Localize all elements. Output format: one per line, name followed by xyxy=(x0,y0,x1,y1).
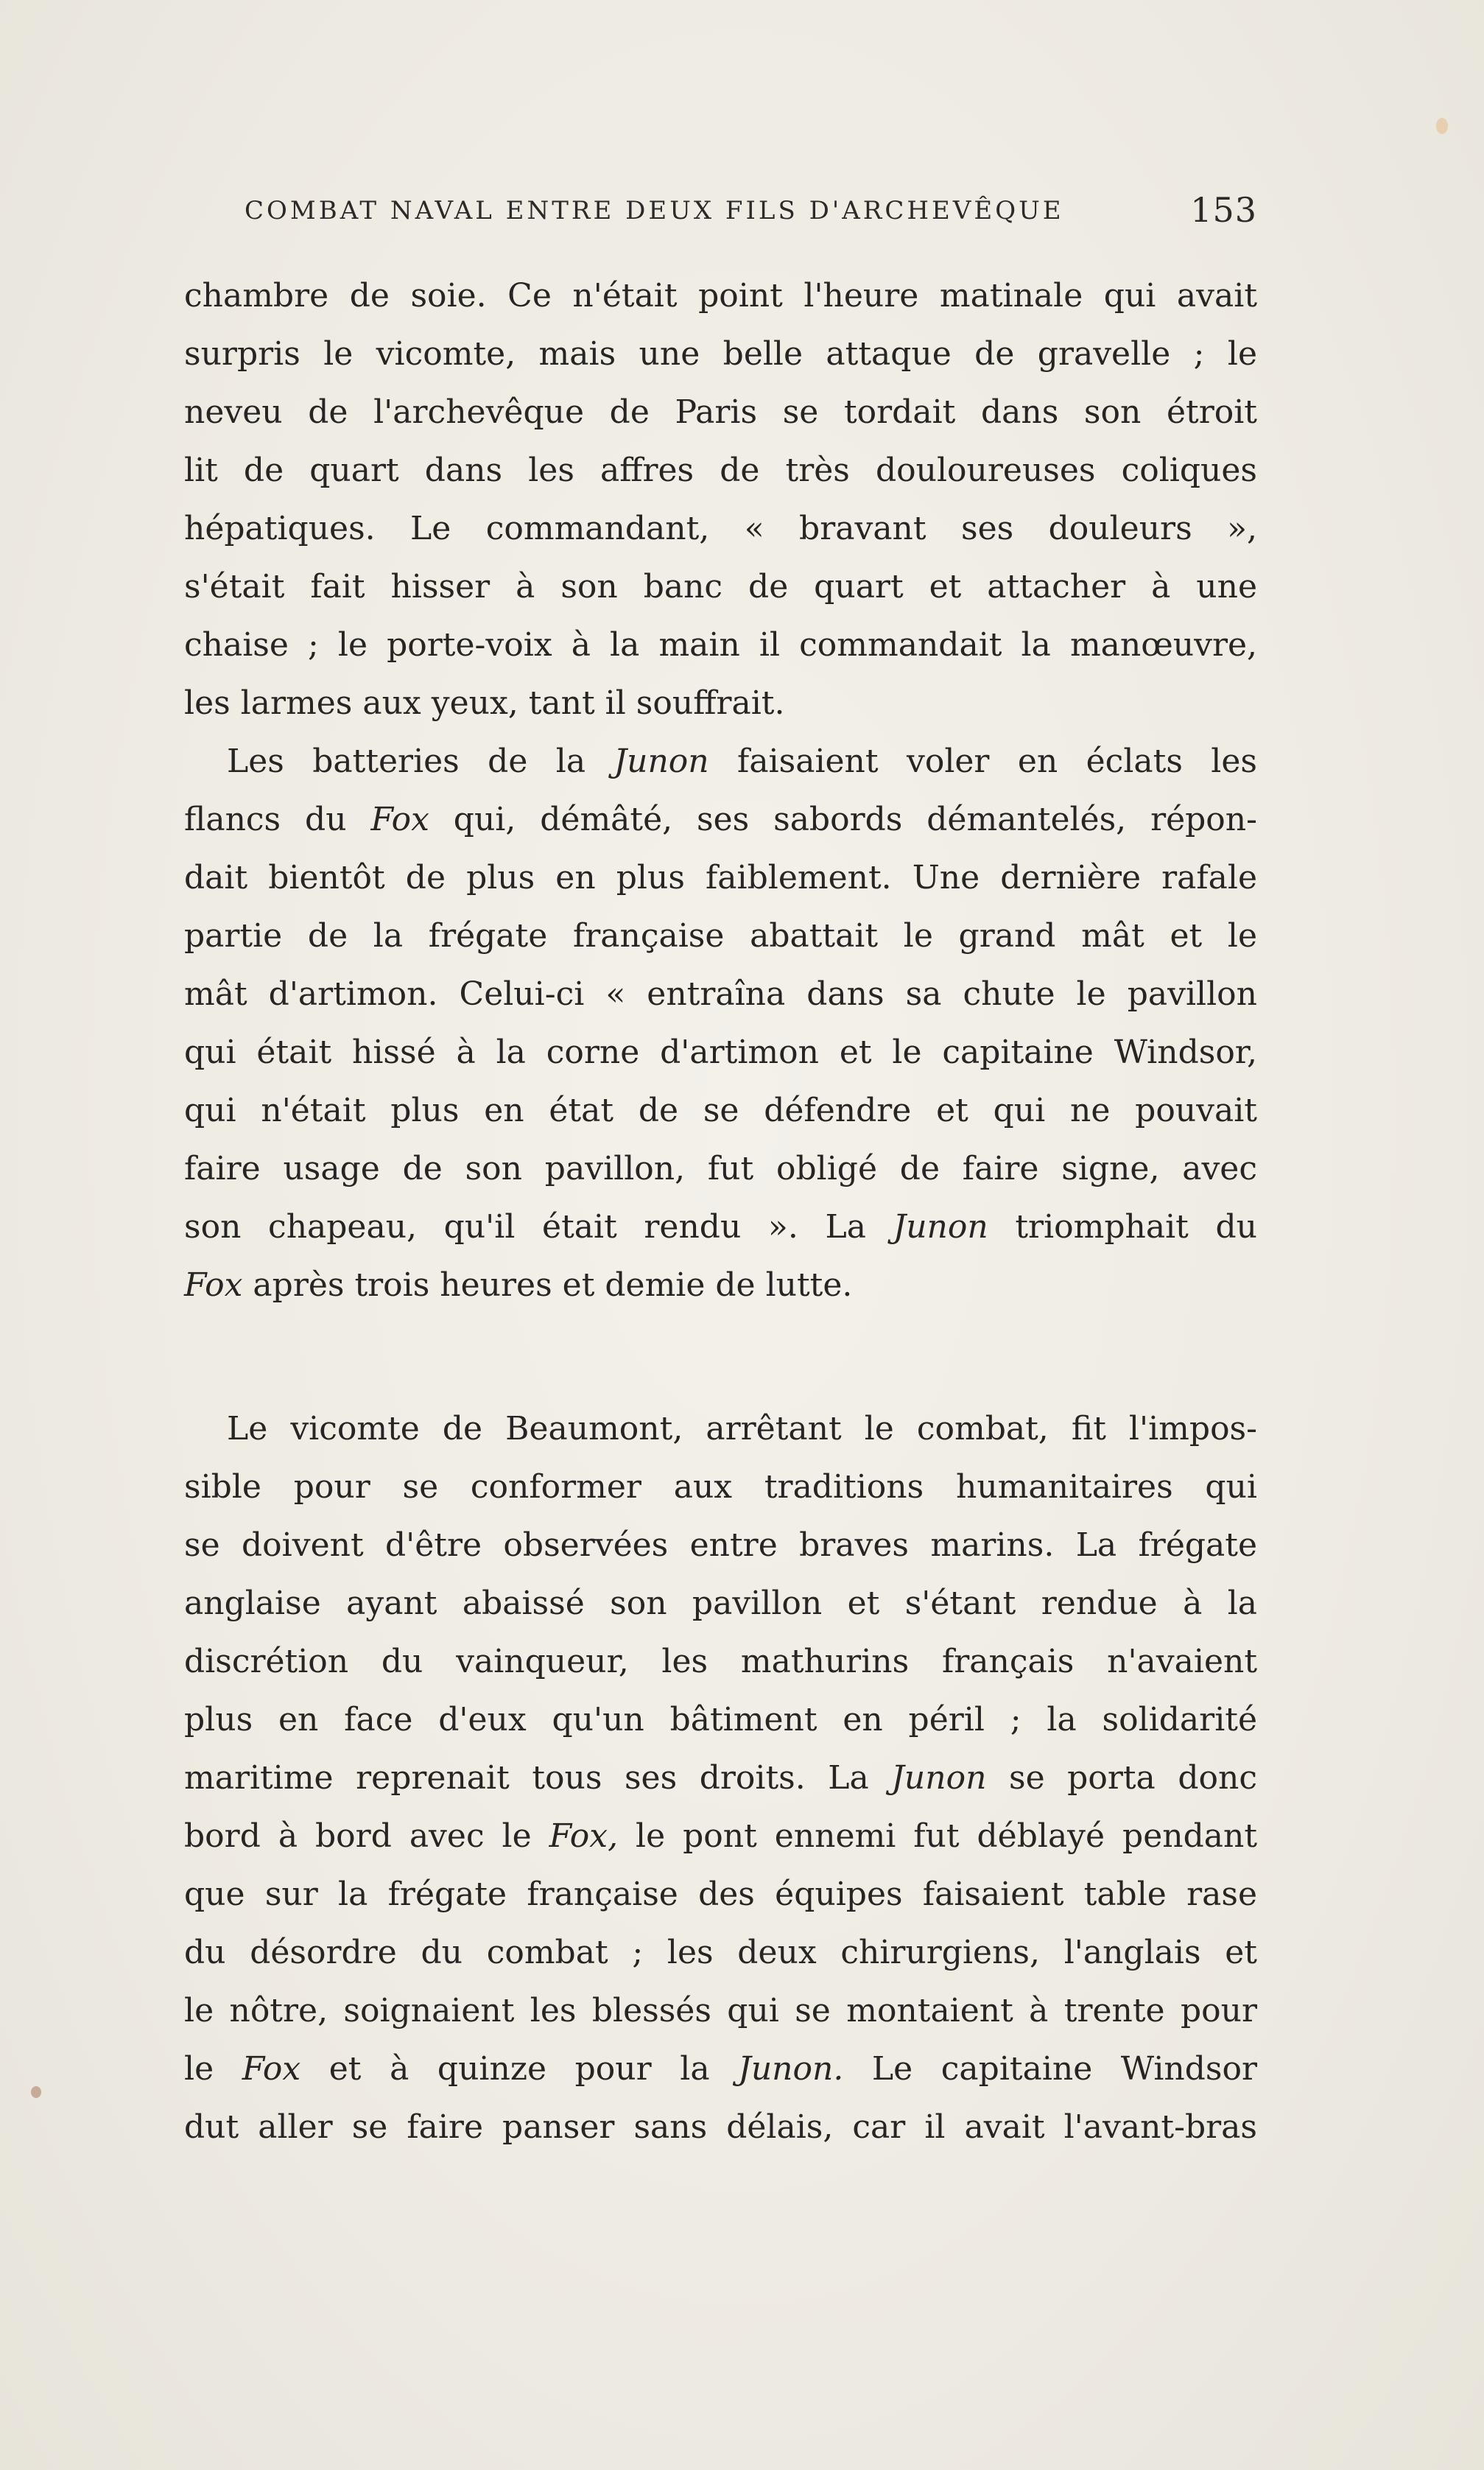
text-line: surpris le vicomte, mais une belle attaque de gravelle ; le xyxy=(184,335,1257,373)
text-run: après trois heures et demie de lutte. xyxy=(242,1266,853,1304)
text-line: que sur la frégate française des équipes faisaient table rase xyxy=(184,1876,1257,1913)
foxing-spot xyxy=(31,2086,41,2098)
text-line: lit de quart dans les affres de très douloureuses coliques xyxy=(184,452,1257,489)
text-line xyxy=(184,732,1257,790)
text-line: s'était fait hisser à son banc de quart et attacher à une xyxy=(184,568,1257,606)
text-line: les larmes aux yeux, tant il souffrait. xyxy=(184,684,785,722)
text-line: qui était hissé à la corne d'artimon et le capitaine Windsor, xyxy=(184,1034,1257,1071)
ship-name: Junon xyxy=(893,1208,988,1246)
ship-name: Junon xyxy=(613,743,709,780)
text-line xyxy=(184,1749,1257,1807)
text-line xyxy=(184,2040,1257,2098)
text-line xyxy=(184,1198,1257,1256)
text-run: et à quinze pour la xyxy=(300,2050,739,2088)
text-line: plus en face d'eux qu'un bâtiment en péril ; la solidarité xyxy=(184,1701,1257,1739)
text-line: chaise ; le porte-voix à la main il commandait la manœuvre, xyxy=(184,626,1257,664)
text-run: faisaient voler en éclats les xyxy=(708,743,1257,780)
text-run: le pont ennemi fut déblayé pendant xyxy=(618,1817,1258,1855)
body-text xyxy=(184,267,1257,2156)
text-run: flancs du xyxy=(184,801,371,838)
text-line: Le vicomte de Beaumont, arrêtant le combat, fit l'impos- xyxy=(227,1410,1257,1448)
ship-name: Fox xyxy=(184,1266,243,1304)
text-run: Les batteries de la xyxy=(227,743,614,780)
text-run: qui, démâté, ses sabords démantelés, répon- xyxy=(429,801,1257,838)
text-line: partie de la frégate française abattait le grand mât et le xyxy=(184,917,1257,955)
text-line: discrétion du vainqueur, les mathurins français n'avaient xyxy=(184,1643,1257,1680)
running-title: COMBAT NAVAL ENTRE DEUX FILS D'ARCHEVÊQUE xyxy=(245,196,1064,225)
text-line: neveu de l'archevêque de Paris se tordait dans son étroit xyxy=(184,393,1257,431)
ship-name: Fox xyxy=(370,801,429,838)
text-run: le xyxy=(184,2050,242,2088)
text-line xyxy=(184,790,1257,849)
text-line: dait bientôt de plus en plus faiblement. Une dernière rafale xyxy=(184,859,1257,897)
text-line: qui n'était plus en état de se défendre et qui ne pouvait xyxy=(184,1092,1257,1129)
section-break xyxy=(184,1314,1257,1400)
text-line: hépatiques. Le commandant, « bravant ses douleurs », xyxy=(184,510,1257,547)
text-run: se porta donc xyxy=(986,1759,1257,1797)
page-header xyxy=(245,190,1257,234)
ship-name: Junon. xyxy=(738,2050,844,2088)
text-line: mât d'artimon. Celui-ci « entraîna dans sa chute le pavillon xyxy=(184,975,1257,1013)
text-line: anglaise ayant abaissé son pavillon et s'étant rendue à la xyxy=(184,1585,1257,1622)
text-line: se doivent d'être observées entre braves marins. La frégate xyxy=(184,1526,1257,1564)
text-run: triomphait du xyxy=(988,1208,1258,1246)
page-number: 153 xyxy=(1190,190,1257,230)
text-run: bord à bord avec le xyxy=(184,1817,549,1855)
text-line xyxy=(184,1256,1257,1314)
text-line xyxy=(184,1807,1257,1865)
text-run: Le capitaine Windsor xyxy=(843,2050,1257,2088)
text-run: maritime reprenait tous ses droits. La xyxy=(184,1759,892,1797)
ship-name: Fox xyxy=(242,2050,301,2088)
text-line: dut aller se faire panser sans délais, car il avait l'avant-bras xyxy=(184,2108,1257,2146)
text-line: le nôtre, soignaient les blessés qui se montaient à trente pour xyxy=(184,1992,1257,2029)
foxing-spot xyxy=(1436,118,1448,134)
ship-name: Fox, xyxy=(549,1817,619,1855)
text-line: chambre de soie. Ce n'était point l'heure matinale qui avait xyxy=(184,277,1257,315)
ship-name: Junon xyxy=(891,1759,987,1797)
text-line: sible pour se conformer aux traditions humanitaires qui xyxy=(184,1468,1257,1506)
text-run: son chapeau, qu'il était rendu ». La xyxy=(184,1208,893,1246)
text-line: faire usage de son pavillon, fut obligé de faire signe, avec xyxy=(184,1150,1257,1187)
text-line: du désordre du combat ; les deux chirurgiens, l'anglais et xyxy=(184,1934,1257,1971)
